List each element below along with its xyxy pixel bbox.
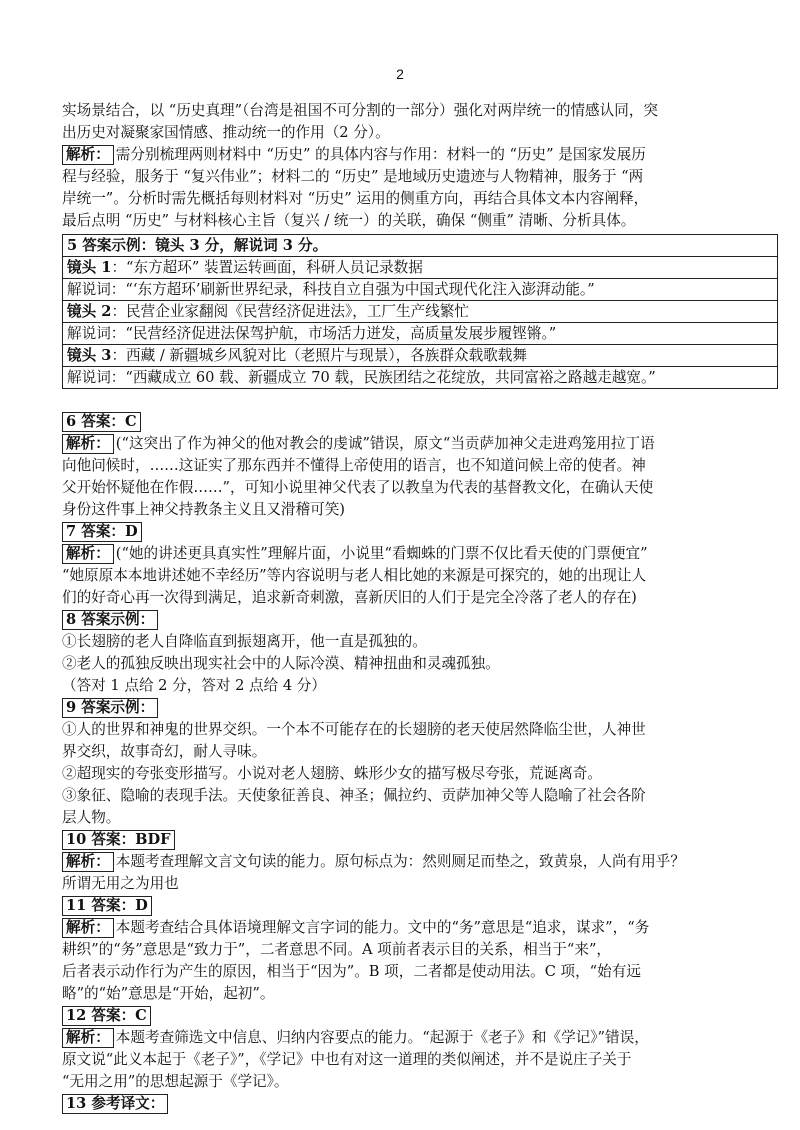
analysis-text: “无用之用”的思想起源于《学记》。	[62, 1073, 289, 1090]
q7-analysis	[62, 543, 782, 565]
analysis-text: 最后点明 “历史” 与材料核心主旨（复兴 / 统一）的关联，确保 “侧重” 清晰、分析具体。	[62, 212, 636, 229]
analysis-label: 解析：	[62, 1028, 114, 1048]
analysis-text: 本题考查理解文言文句读的能力。原句标点为：然则厕足而垫之，致黄泉，人尚有用乎？	[115, 853, 685, 870]
analysis-text: 原文说“此义本起于《老子》”，《学记》中也有对这一道理的类似阐述，并不是说庄子关于	[62, 1051, 632, 1068]
analysis-text: 岸统一”。分析时需先概括每则材料对 “历史” 运用的侧重方向，再结合具体文本内容阐释，	[62, 190, 649, 207]
q9-point: 界交织，故事奇幻，耐人寻味。	[62, 743, 267, 760]
analysis-label: 解析：	[62, 918, 114, 938]
analysis-paragraph	[62, 144, 782, 166]
q10-analysis	[62, 851, 782, 873]
analysis-label: 解析：	[62, 544, 114, 564]
q12-answer-tag: 12 答案：C	[62, 1006, 151, 1026]
shot-label: 镜头 3	[67, 347, 112, 364]
analysis-text: 程与经验，服务于 “复兴伟业”；材料二的 “历史” 是地域历史遗迹与人物精神，服务于 “两	[62, 168, 644, 185]
q12-analysis	[62, 1027, 782, 1049]
analysis-text: 需分别梳理两则材料中 “历史” 的具体内容与作用：材料一的 “历史” 是国家发展历	[115, 146, 646, 163]
q5-narration-3: 解说词：“西藏成立 60 载、新疆成立 70 载，民族团结之花绽放，共同富裕之路越走越宽。”	[63, 367, 778, 389]
analysis-text: 向他问候时，……这证实了那东西并不懂得上帝使用的语言，也不知道问候上帝的使者。神	[62, 457, 646, 474]
q9-point: ②超现实的夸张变形描写。小说对老人翅膀、蛛形少女的描写极尽夸张，荒诞离奇。	[62, 765, 602, 782]
analysis-text: 略”的“始”意思是“开始，起初”。	[62, 985, 275, 1002]
analysis-text: 所谓无用之为用也	[62, 875, 179, 892]
page-number: 2	[396, 66, 404, 82]
q8-point: ①长翅膀的老人自降临直到振翅离开，他一直是孤独的。	[62, 633, 427, 650]
q8-scoring: （答对 1 点给 2 分，答对 2 点给 4 分）	[62, 677, 326, 694]
analysis-text: 本题考查筛选文中信息、归纳内容要点的能力。“起源于《老子》和《学记》”错误，	[115, 1029, 649, 1046]
q5-header: 5 答案示例：镜头 3 分，解说词 3 分。	[63, 235, 778, 257]
analysis-text: (“她的讲述更具真实性”理解片面，小说里“看蜘蛛的门票不仅比看天使的门票便宜”	[115, 545, 648, 562]
q11-answer-tag: 11 答案：D	[62, 896, 152, 916]
q13-answer-tag: 13 参考译文：	[62, 1094, 168, 1114]
analysis-text: 父开始怀疑他在作假……”，可知小说里神父代表了以教皇为代表的基督教文化，在确认天使	[62, 479, 654, 496]
shot-label: 镜头 2	[67, 303, 112, 320]
q10-answer-tag: 10 答案：BDF	[62, 830, 175, 850]
q6-analysis	[62, 433, 782, 455]
q9-answer-tag: 9 答案示例：	[62, 698, 158, 718]
intro-line: 实场景结合，以 “历史真理”（台湾是祖国不可分割的一部分）强化对两岸统一的情感认同，突	[62, 102, 659, 119]
analysis-label: 解析：	[62, 852, 114, 872]
shot-text: ：西藏 / 新疆城乡风貌对比（老照片与现景），各族群众载歌载舞	[111, 347, 527, 364]
q8-answer-tag: 8 答案示例：	[62, 610, 158, 630]
shot-label: 镜头 1	[67, 259, 112, 276]
analysis-text: (“这突出了作为神父的他对教会的虔诚”错误，原文“当贡萨加神父走进鸡笼用拉丁语	[115, 435, 655, 452]
q5-answer-table	[62, 234, 778, 389]
q5-shot-2	[63, 301, 778, 323]
shot-text: ：“东方超环” 装置运转画面，科研人员记录数据	[111, 259, 423, 276]
analysis-text: 耕织”的“务”意思是“致力于”，二者意思不同。A 项前者表示目的关系，相当于“来”，	[62, 941, 612, 958]
analysis-label: 解析：	[62, 145, 114, 165]
q9-point: 层人物。	[62, 809, 121, 826]
analysis-text: “她原原本本地讲述她不幸经历”等内容说明与老人相比她的来源是可探究的，她的出现让人	[62, 567, 647, 584]
shot-text: ：民营企业家翻阅《民营经济促进法》，工厂生产线繁忙	[111, 303, 469, 320]
intro-line: 出历史对凝聚家国情感、推动统一的作用（2 分）。	[62, 124, 390, 141]
q11-analysis	[62, 917, 782, 939]
q5-shot-3	[63, 345, 778, 367]
analysis-label: 解析：	[62, 434, 114, 454]
q5-narration-1: 解说词：“‘东方超环’刷新世界纪录，科技自立自强为中国式现代化注入澎湃动能。”	[63, 279, 778, 301]
analysis-text: 本题考查结合具体语境理解文言字词的能力。文中的“务”意思是“追求，谋求”，“务	[115, 919, 650, 936]
q6-answer-tag: 6 答案：C	[62, 412, 141, 432]
analysis-text: 后者表示动作行为产生的原因，相当于“因为”。B 项，二者都是使动用法。C 项，“始有远	[62, 963, 641, 980]
q9-point: ①人的世界和神鬼的世界交织。一个本不可能存在的长翅膀的老天使居然降临尘世，人神世	[62, 721, 646, 738]
q9-point: ③象征、隐喻的表现手法。天使象征善良、神圣；佩拉约、贡萨加神父等人隐喻了社会各阶	[62, 787, 646, 804]
q5-shot-1	[63, 257, 778, 279]
q7-answer-tag: 7 答案：D	[62, 522, 142, 542]
q5-narration-2: 解说词：“民营经济促进法保驾护航，市场活力迸发，高质量发展步履铿锵。”	[63, 323, 778, 345]
analysis-text: 们的好奇心再一次得到满足，追求新奇刺激，喜新厌旧的人们于是完全冷落了老人的存在)	[62, 589, 637, 606]
analysis-text: 身份这件事上神父持教条主义且又滑稽可笑)	[62, 501, 345, 518]
answer-key-content	[62, 100, 782, 1115]
q8-point: ②老人的孤独反映出现实社会中的人际冷漠、精神扭曲和灵魂孤独。	[62, 655, 500, 672]
